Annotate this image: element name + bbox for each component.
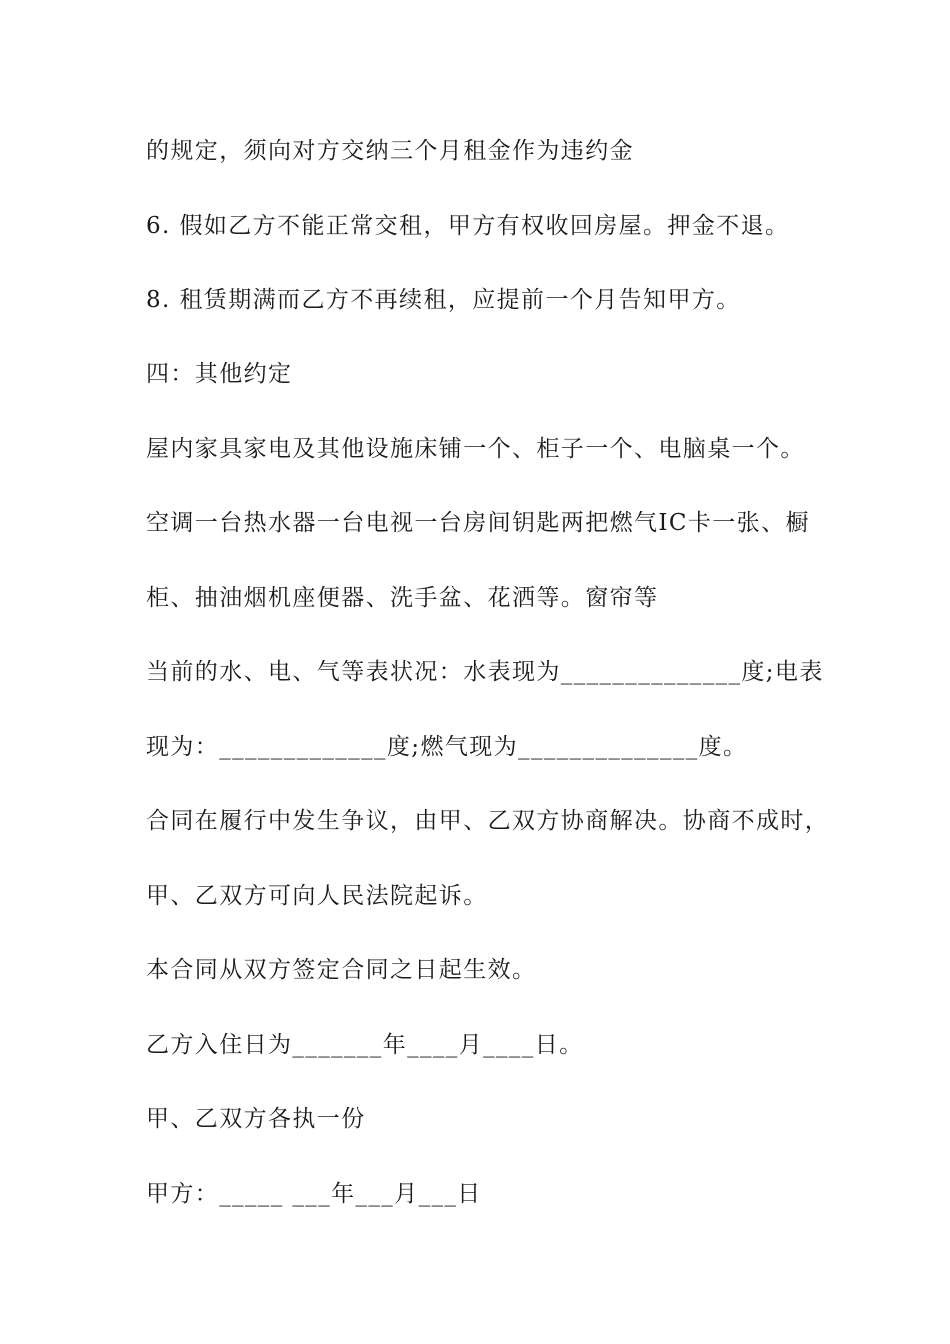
- text-line-furniture: 屋内家具家电及其他设施床铺一个、柜子一个、电脑桌一个。: [146, 436, 805, 462]
- text-line-penalty-clause: 的规定，须向对方交纳三个月租金作为违约金: [146, 138, 634, 164]
- text-line-copies: 甲、乙双方各执一份: [146, 1106, 366, 1132]
- text-line-meter-readings: 当前的水、电、气等表状况：水表现为______________度;电表: [146, 659, 824, 685]
- text-line-clause-8: 8. 租赁期满而乙方不再续租，应提前一个月告知甲方。: [146, 287, 741, 313]
- text-line-meter-readings-cont: 现为：_____________度;燃气现为______________度。: [146, 734, 748, 760]
- text-line-effective: 本合同从双方签定合同之日起生效。: [146, 957, 537, 983]
- text-line-appliances: 空调一台热水器一台电视一台房间钥匙两把燃气IC卡一张、橱: [146, 510, 810, 536]
- signature-line-party-a: 甲方：_____ ___年___月___日: [146, 1181, 482, 1207]
- text-line-fixtures: 柜、抽油烟机座便器、洗手盆、花洒等。窗帘等: [146, 585, 659, 611]
- text-line-dispute: 合同在履行中发生争议，由甲、乙双方协商解决。协商不成时，: [146, 808, 830, 834]
- section-heading-other-terms: 四：其他约定: [146, 361, 293, 387]
- text-line-clause-6: 6. 假如乙方不能正常交租，甲方有权收回房屋。押金不退。: [146, 213, 790, 239]
- text-line-move-in-date: 乙方入住日为_______年____月____日。: [146, 1032, 584, 1058]
- text-line-dispute-cont: 甲、乙双方可向人民法院起诉。: [146, 883, 488, 909]
